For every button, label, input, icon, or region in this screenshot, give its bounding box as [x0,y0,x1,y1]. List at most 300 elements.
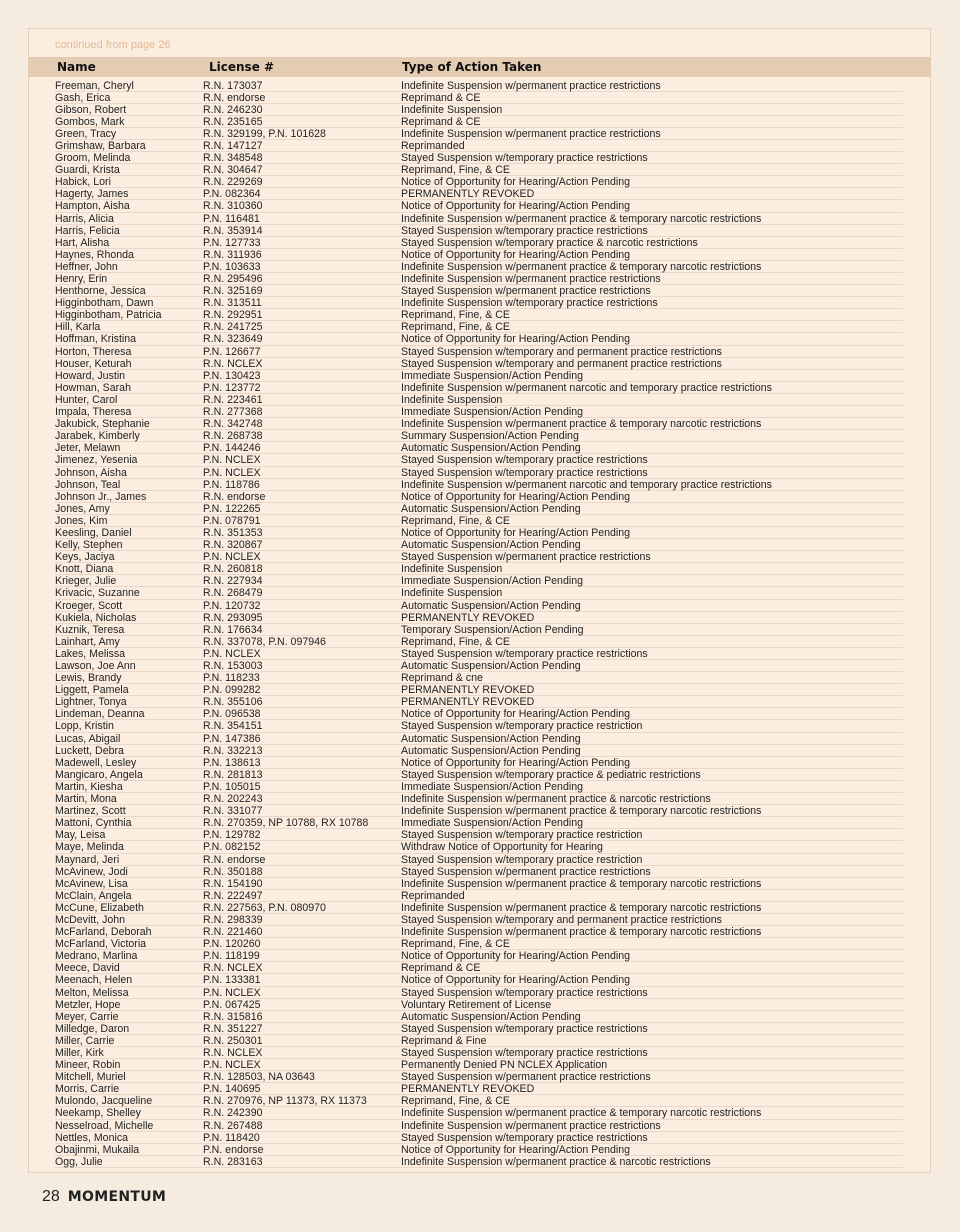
table-row [55,805,903,817]
row-name: Freeman, Cheryl [55,79,134,92]
row-action: Automatic Suspension/Action Pending [401,502,581,515]
row-license: R.N. 221460 [203,926,263,939]
row-name: Mulondo, Jacqueline [55,1095,153,1108]
row-license: R.N. 223461 [203,393,263,406]
row-action: Immediate Suspension/Action Pending [401,817,583,830]
table-row [55,648,903,660]
row-license: R.N. endorse [203,853,266,866]
table-row [55,769,903,781]
row-license: P.N. 118786 [203,478,260,491]
table-row [55,116,903,128]
table-row [55,757,903,769]
row-license: P.N. 133381 [203,974,261,987]
row-name: McAvinew, Lisa [55,877,128,890]
row-name: Houser, Keturah [55,357,132,370]
row-action: Reprimand, Fine, & CE [401,321,510,334]
row-name: Metzler, Hope [55,998,121,1011]
row-action: Indefinite Suspension w/temporary practice restrictions [401,297,658,310]
row-license: R.N. 310360 [203,200,263,213]
row-name: Kroeger, Scott [55,599,123,612]
row-name: Lightner, Tonya [55,696,127,709]
row-license: R.N. 355106 [203,696,263,709]
row-name: Lakes, Melissa [55,647,126,660]
table-row [55,926,903,938]
row-license: P.N. 118233 [203,672,260,685]
row-action: Indefinite Suspension w/permanent practice & temporary narcotic restrictions [401,212,762,225]
table-row [55,938,903,950]
row-name: Madewell, Lesley [55,756,137,769]
row-license: R.N. 154190 [203,877,263,890]
row-action: Reprimand & CE [401,962,481,975]
row-license: P.N. 144246 [203,442,261,455]
table-header [28,57,931,77]
row-action: Indefinite Suspension w/permanent practice restrictions [401,127,661,140]
row-name: Johnson, Aisha [55,466,127,479]
table-row [55,793,903,805]
row-action: Stayed Suspension w/temporary practice restrictions [401,986,648,999]
row-license: R.N. 351353 [203,526,263,539]
row-action: Indefinite Suspension w/permanent practice & narcotic restrictions [401,793,711,806]
row-action: Notice of Opportunity for Hearing/Action Pending [401,333,631,346]
table-row [55,962,903,974]
row-name: Howman, Sarah [55,381,131,394]
row-name: Hoffman, Kristina [55,333,137,346]
row-action: Stayed Suspension w/temporary and permanent practice restrictions [401,913,722,926]
row-action: Reprimanded [401,139,465,152]
row-name: Miller, Kirk [55,1047,104,1059]
row-action: Summary Suspension/Action Pending [401,430,579,443]
row-license: R.N. 241725 [203,321,263,334]
table-row [55,974,903,986]
table-row [55,152,903,164]
table-row [55,467,903,479]
row-license: R.N. 304647 [203,164,263,177]
row-license: P.N. 118199 [203,950,260,963]
table-row [55,720,903,732]
table-row [55,479,903,491]
row-action: Notice of Opportunity for Hearing/Action Pending [401,1143,631,1156]
row-action: Reprimand, Fine, & CE [401,938,510,951]
row-license: R.N. 277368 [203,406,263,419]
row-action: Stayed Suspension w/temporary practice restriction [401,829,643,842]
header-license: License # [209,60,275,74]
row-license: R.N. 147127 [203,139,263,152]
row-name: Howard, Justin [55,369,126,382]
table-row [55,612,903,624]
table-row [55,636,903,648]
row-name: McFarland, Deborah [55,926,152,939]
row-action: Stayed Suspension w/temporary practice restrictions [401,152,648,165]
row-action: Indefinite Suspension w/permanent practice & temporary narcotic restrictions [401,926,762,939]
table-row [55,442,903,454]
row-license: R.N. NCLEX [203,1047,263,1059]
row-action: Stayed Suspension w/temporary practice restrictions [401,647,648,660]
table-row [55,745,903,757]
table-row [55,503,903,515]
table-row [55,587,903,599]
row-license: R.N. 176634 [203,623,263,636]
row-action: Stayed Suspension w/permanent practice restrictions [401,1071,651,1084]
row-action: Reprimand, Fine, & CE [401,164,510,177]
row-license: P.N. NCLEX [203,1059,261,1072]
row-license: R.N. 153003 [203,660,263,672]
row-license: P.N. 130423 [203,369,261,382]
row-action: Stayed Suspension w/temporary practice & pediatric restrictions [401,768,701,781]
table-row [55,273,903,285]
row-license: R.N. 250301 [203,1034,263,1047]
row-action: Temporary Suspension/Action Pending [401,623,584,636]
row-action: Notice of Opportunity for Hearing/Action Pending [401,490,631,503]
row-license: R.N. 342748 [203,418,263,431]
row-name: Medrano, Marlina [55,950,138,963]
row-action: Indefinite Suspension w/permanent practice restrictions [401,1119,661,1132]
row-action: Stayed Suspension w/temporary practice restriction [401,720,643,733]
row-action: Indefinite Suspension w/permanent practice restrictions [401,79,661,92]
row-license: P.N. 138613 [203,756,261,769]
row-name: Grimshaw, Barbara [55,139,146,152]
row-action: PERMANENTLY REVOKED [401,696,535,709]
row-action: Reprimand, Fine, & CE [401,635,510,648]
row-name: Jarabek, Kimberly [55,430,140,443]
row-action: Automatic Suspension/Action Pending [401,599,581,612]
table-row [55,1011,903,1023]
table-row [55,696,903,708]
table-row [55,575,903,587]
row-action: Stayed Suspension w/temporary practice restrictions [401,466,648,479]
row-name: Lainhart, Amy [55,635,120,648]
table-row [55,309,903,321]
row-license: P.N. 147386 [203,732,261,745]
row-license: P.N. 067425 [203,998,261,1011]
row-action: Reprimand & cne [401,672,483,685]
table-row [55,188,903,200]
row-license: P.N. 078791 [203,514,261,527]
row-action: Indefinite Suspension w/permanent practice restrictions [401,273,661,285]
row-name: Haynes, Rhonda [55,248,134,261]
row-action: Indefinite Suspension [401,563,503,576]
row-name: Horton, Theresa [55,345,132,358]
table-row [55,829,903,841]
row-action: Indefinite Suspension [401,103,503,116]
table-row [55,684,903,696]
row-name: Melton, Melissa [55,986,129,999]
row-action: Stayed Suspension w/temporary practice restrictions [401,1022,648,1035]
row-license: R.N. endorse [203,490,266,503]
row-action: Reprimand, Fine, & CE [401,514,510,527]
row-action: Indefinite Suspension [401,393,503,406]
row-license: R.N. NCLEX [203,962,263,975]
row-license: R.N. 229269 [203,176,263,189]
row-name: Nettles, Monica [55,1131,129,1144]
row-license: P.N. NCLEX [203,466,261,479]
table-row [55,600,903,612]
row-action: Stayed Suspension w/permanent practice restrictions [401,285,651,298]
row-license: R.N. NCLEX [203,357,263,370]
row-license: P.N. endorse [203,1143,264,1156]
row-license: P.N. 099282 [203,684,261,697]
row-license: R.N. 268738 [203,430,263,443]
row-name: McClain, Angela [55,889,132,902]
row-license: P.N. NCLEX [203,551,261,564]
table-row [55,213,903,225]
row-name: Green, Tracy [55,127,117,140]
continued-note: continued from page 26 [55,39,171,51]
row-name: Meece, David [55,962,120,975]
row-name: Liggett, Pamela [55,684,129,697]
table-row [55,394,903,406]
table-row [55,321,903,333]
row-action: Indefinite Suspension w/permanent practice & temporary narcotic restrictions [401,260,762,273]
page-footer [42,1188,166,1206]
table-row [55,406,903,418]
table-row [55,1059,903,1071]
row-name: Henthorne, Jessica [55,285,146,298]
table-row [55,987,903,999]
row-license: R.N. 313511 [203,297,262,310]
row-name: McFarland, Victoria [55,938,147,951]
table-row [55,672,903,684]
row-license: R.N. 270976, NP 11373, RX 11373 [203,1095,367,1108]
row-name: Nesselroad, Michelle [55,1119,154,1132]
row-license: R.N. 227563, P.N. 080970 [203,901,326,914]
row-name: Hunter, Carol [55,393,118,406]
table-row [55,1132,903,1144]
row-license: P.N. 120732 [203,599,261,612]
row-license: R.N. 292951 [203,309,263,322]
row-action: Notice of Opportunity for Hearing/Action Pending [401,708,631,721]
table-row [55,563,903,575]
row-license: R.N. 242390 [203,1107,263,1120]
table-row [55,902,903,914]
table-row [55,1047,903,1059]
table-row [55,1156,903,1168]
row-action: Reprimand, Fine, & CE [401,309,510,322]
row-name: Habick, Lori [55,176,111,189]
table-row [55,1023,903,1035]
row-action: Immediate Suspension/Action Pending [401,575,583,588]
row-name: Johnson Jr., James [55,490,147,503]
row-action: Reprimand, Fine, & CE [401,1095,510,1108]
row-name: Lindeman, Deanna [55,708,145,721]
row-license: P.N. 140695 [203,1083,261,1096]
row-action: PERMANENTLY REVOKED [401,611,535,624]
row-license: P.N. 118420 [203,1131,260,1144]
row-name: Meyer, Carrie [55,1010,119,1023]
row-action: Automatic Suspension/Action Pending [401,744,581,757]
table-row [55,1107,903,1119]
row-name: Milledge, Daron [55,1022,130,1035]
table-row [55,1035,903,1047]
row-name: Harris, Felicia [55,224,120,237]
row-name: Lawson, Joe Ann [55,660,136,672]
row-name: Miller, Carrie [55,1034,115,1047]
row-name: Martin, Kiesha [55,780,123,793]
row-name: Guardi, Krista [55,164,120,177]
row-action: Notice of Opportunity for Hearing/Action Pending [401,176,631,189]
row-license: P.N. 105015 [203,780,261,793]
row-name: Gibson, Robert [55,103,127,116]
row-license: R.N. 337078, P.N. 097946 [203,635,326,648]
row-license: R.N. 325169 [203,285,263,298]
row-license: P.N. 116481 [203,212,260,225]
row-license: P.N. 082152 [203,841,261,854]
row-action: Indefinite Suspension w/permanent narcotic and temporary practice restrictions [401,478,772,491]
row-action: Stayed Suspension w/temporary practice restrictions [401,1047,648,1059]
row-action: Reprimanded [401,889,465,902]
table-row [55,781,903,793]
row-license: R.N. 222497 [203,889,263,902]
row-action: Indefinite Suspension w/permanent practice & narcotic restrictions [401,1155,711,1168]
row-action: Indefinite Suspension w/permanent practice & temporary narcotic restrictions [401,1107,762,1120]
row-license: R.N. 320867 [203,539,263,552]
row-name: Kukiela, Nicholas [55,611,137,624]
table-row [55,539,903,551]
table-row [55,297,903,309]
row-action: Notice of Opportunity for Hearing/Action Pending [401,248,631,261]
row-name: McCune, Elizabeth [55,901,144,914]
row-name: Higginbotham, Patricia [55,309,162,322]
row-action: Reprimand & Fine [401,1034,487,1047]
table-row [55,999,903,1011]
table-row [55,164,903,176]
brand-logo: MOMENTUM [67,1189,167,1205]
table-row [55,80,903,92]
row-name: Jones, Kim [55,514,108,527]
row-action: Automatic Suspension/Action Pending [401,732,581,745]
row-action: Stayed Suspension w/temporary practice restrictions [401,1131,648,1144]
row-license: P.N. 120260 [203,938,261,951]
table-row [55,1083,903,1095]
table-row [55,515,903,527]
row-license: R.N. endorse [203,91,266,104]
row-name: Keys, Jaciya [55,551,115,564]
row-license: R.N. 268479 [203,587,263,600]
row-action: Indefinite Suspension w/permanent practice & temporary narcotic restrictions [401,877,762,890]
table-row [55,660,903,672]
row-license: R.N. 311936 [203,248,262,261]
row-license: P.N. 129782 [203,829,261,842]
table-row [55,527,903,539]
row-action: Stayed Suspension w/permanent practice restrictions [401,865,651,878]
row-name: Hill, Karla [55,321,101,334]
header-action: Type of Action Taken [402,60,542,74]
row-name: Impala, Theresa [55,406,132,419]
row-license: R.N. 332213 [203,744,263,757]
row-action: Voluntary Retirement of License [401,998,552,1011]
row-license: R.N. 260818 [203,563,263,576]
row-action: Immediate Suspension/Action Pending [401,780,583,793]
row-name: Keesling, Daniel [55,526,132,539]
table-row [55,249,903,261]
row-action: Indefinite Suspension [401,587,503,600]
table-row [55,866,903,878]
row-name: McAvinew, Jodi [55,865,128,878]
row-name: Gombos, Mark [55,115,125,128]
row-action: Reprimand & CE [401,115,481,128]
row-action: Stayed Suspension w/temporary practice restrictions [401,224,648,237]
page-number: 28 [42,1188,60,1205]
table-row [55,624,903,636]
table-row [55,92,903,104]
table-row [55,1144,903,1156]
row-license: R.N. 298339 [203,913,263,926]
table-row [55,841,903,853]
row-name: Jimenez, Yesenia [55,454,138,467]
table-row [55,237,903,249]
row-name: Obajinmi, Mukaila [55,1143,140,1156]
row-name: Lewis, Brandy [55,672,122,685]
row-name: Lucas, Abigail [55,732,121,745]
row-name: Heffner, John [55,260,118,273]
row-name: Hart, Alisha [55,236,110,249]
row-name: Krivacic, Suzanne [55,587,140,600]
row-license: R.N. 281813 [203,768,263,781]
row-license: P.N. 126677 [203,345,261,358]
row-action: Stayed Suspension w/temporary and permanent practice restrictions [401,357,722,370]
row-action: Indefinite Suspension w/permanent narcotic and temporary practice restrictions [401,381,772,394]
table-row [55,1071,903,1083]
row-action: Stayed Suspension w/temporary practice restrictions [401,454,648,467]
row-license: R.N. 351227 [203,1022,263,1035]
row-action: Immediate Suspension/Action Pending [401,406,583,419]
table-row [55,104,903,116]
row-license: P.N. NCLEX [203,454,261,467]
table-row [55,333,903,345]
row-name: Higginbotham, Dawn [55,297,154,310]
table-body [55,80,903,1168]
row-license: P.N. NCLEX [203,647,261,660]
table-row [55,261,903,273]
row-action: Stayed Suspension w/temporary practice restriction [401,853,643,866]
row-action: Automatic Suspension/Action Pending [401,539,581,552]
table-row [55,854,903,866]
table-row [55,708,903,720]
row-action: Withdraw Notice of Opportunity for Hearing [401,841,603,854]
row-name: Morris, Carrie [55,1083,120,1096]
table-row [55,200,903,212]
row-license: R.N. 353914 [203,224,263,237]
row-license: R.N. 267488 [203,1119,263,1132]
row-action: Stayed Suspension w/temporary practice & narcotic restrictions [401,236,698,249]
row-name: Mineer, Robin [55,1059,121,1072]
table-row [55,225,903,237]
row-action: Notice of Opportunity for Hearing/Action Pending [401,526,631,539]
row-name: Harris, Alicia [55,212,114,225]
table-row [55,382,903,394]
row-license: R.N. 295496 [203,273,263,285]
row-name: McDevitt, John [55,913,126,926]
row-action: Automatic Suspension/Action Pending [401,660,581,672]
row-name: Henry, Erin [55,273,108,285]
table-row [55,733,903,745]
row-license: R.N. 202243 [203,793,263,806]
row-name: Krieger, Julie [55,575,117,588]
row-name: Neekamp, Shelley [55,1107,141,1120]
row-license: R.N. 350188 [203,865,263,878]
row-action: Automatic Suspension/Action Pending [401,442,581,455]
row-license: R.N. 128503, NA 03643 [203,1071,315,1084]
row-license: P.N. NCLEX [203,986,261,999]
table-row [55,358,903,370]
table-row [55,346,903,358]
row-action: Notice of Opportunity for Hearing/Action Pending [401,200,631,213]
row-license: R.N. 283163 [203,1155,263,1168]
header-name: Name [57,60,96,74]
table-row [55,914,903,926]
table-row [55,140,903,152]
table-row [55,285,903,297]
table-row [55,950,903,962]
